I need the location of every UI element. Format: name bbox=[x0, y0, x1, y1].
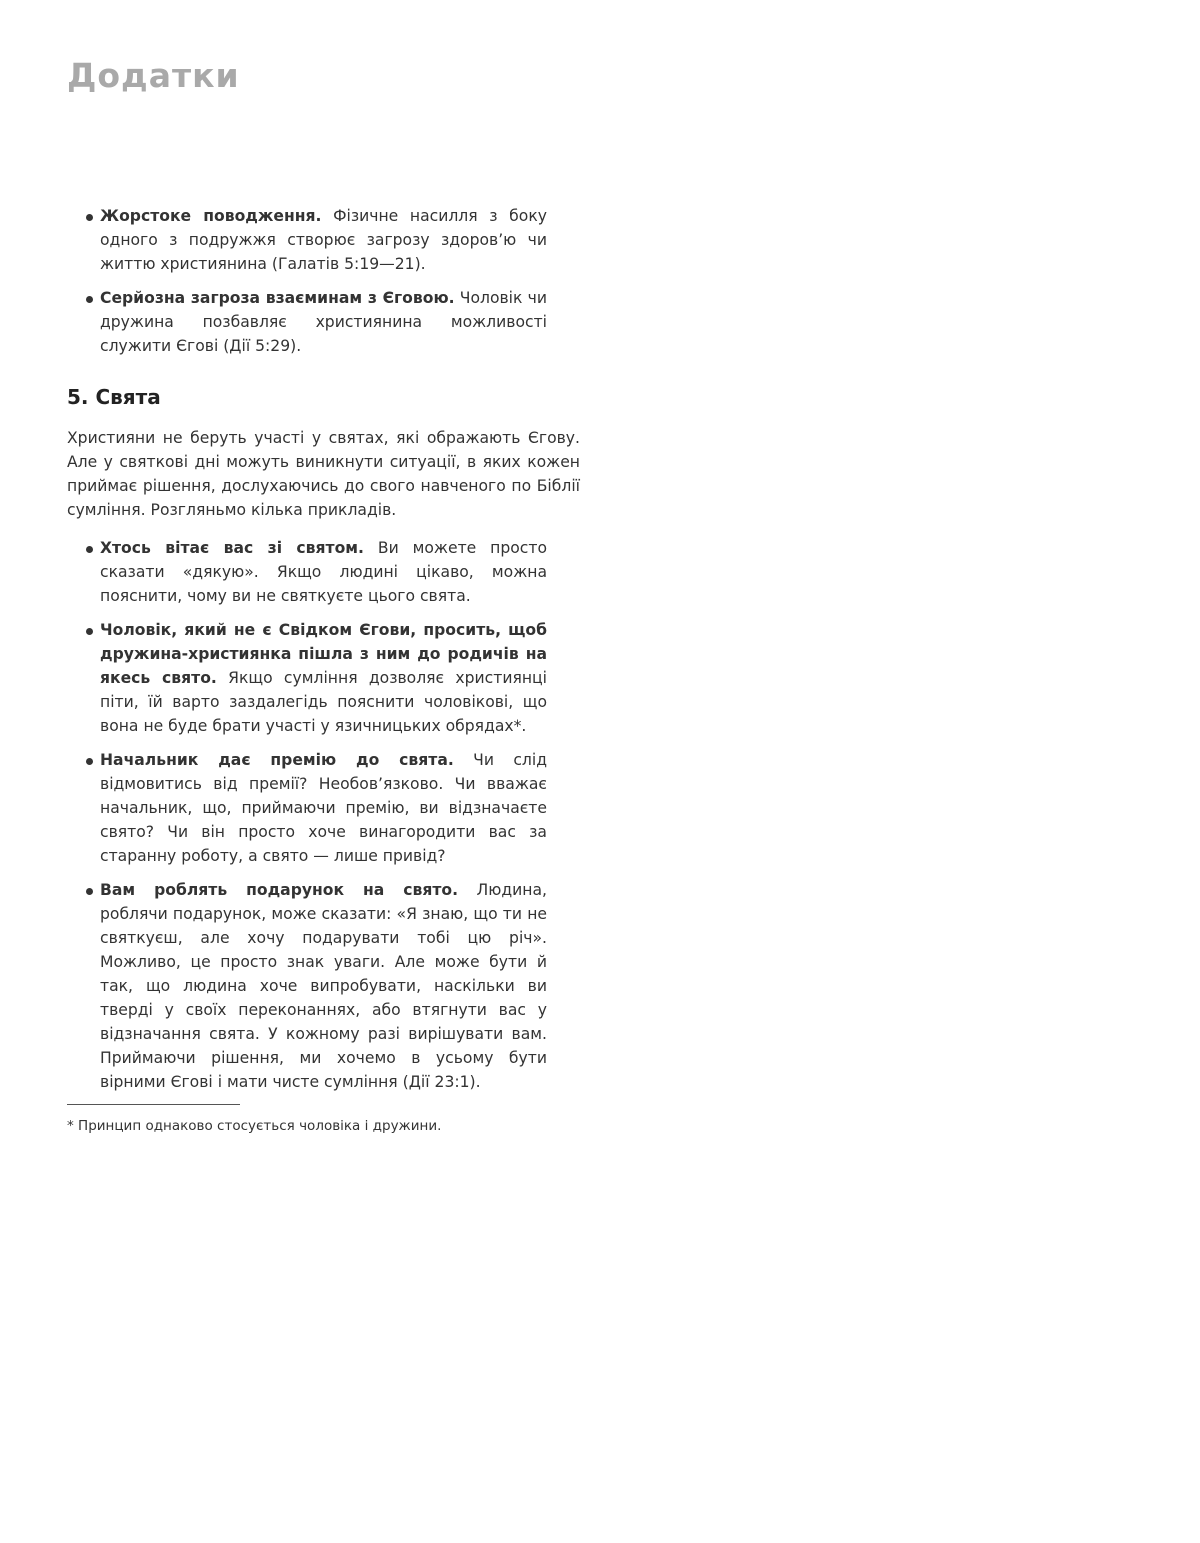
list-item bbox=[67, 286, 547, 358]
item-text: Якщо сумління дозволяє християнці піти, їй варто заздалегідь пояснити чоловікові, що вона не буде брати участі у язичницьких обрядах*. bbox=[100, 669, 547, 735]
footnote-divider bbox=[67, 1104, 240, 1105]
section-heading: 5. Свята bbox=[67, 385, 161, 409]
item-text: Фізичне насилля з боку одного з подружжя створює загрозу здоров’ю чи життю християнина (Галатів 5:19—21). bbox=[100, 207, 547, 273]
item-bold: Начальник дає премію до свята. bbox=[100, 751, 454, 769]
bullet-icon bbox=[86, 296, 93, 303]
item-text: Людина, роблячи подарунок, може сказати: «Я знаю, що ти не святкуєш, але хочу подарувати тобі цю річ». Можливо, це просто знак уваги. Але може бути й так, що людина хоче випробувати, наскільки ви тверді у своїх переконаннях, або втягнути вас у відзначання свята. У кожному разі вирішувати вам. Приймаючи рішення, ми хочемо в усьому бути вірними Єгові і мати чисте сумління (Дії 23:1). bbox=[100, 881, 547, 1091]
bullet-icon bbox=[86, 546, 93, 553]
item-bold: Серйозна загроза взаєминам з Єговою. bbox=[100, 289, 455, 307]
bullet-icon bbox=[86, 758, 93, 765]
item-bold: Хтось вітає вас зі святом. bbox=[100, 539, 364, 557]
list-item bbox=[67, 536, 547, 608]
bullet-list-top bbox=[67, 204, 580, 358]
bullet-icon bbox=[86, 628, 93, 635]
item-bold: Жорстоке поводження. bbox=[100, 207, 322, 225]
footnote: * Принцип однаково стосується чоловіка і дружини. bbox=[67, 1118, 442, 1134]
list-item bbox=[67, 748, 547, 868]
item-bold: Чоловік, який не є Свідком Єгови, просить, щоб дружина-християнка пішла з ним до родичів на якесь свято. bbox=[100, 621, 547, 687]
item-text: Ви можете просто сказати «дякую». Якщо людині цікаво, можна пояснити, чому ви не святкуєте цього свята. bbox=[100, 539, 547, 605]
main-column bbox=[67, 204, 580, 1104]
list-item bbox=[67, 204, 547, 276]
list-item bbox=[67, 878, 547, 1094]
item-bold: Вам роблять подарунок на свято. bbox=[100, 881, 459, 899]
item-text: Чи слід відмовитись від премії? Необов’язково. Чи вважає начальник, що, приймаючи премію, ви відзначаєте свято? Чи він просто хоче винагородити вас за старанну роботу, а свято — лише привід? bbox=[100, 751, 547, 865]
item-text: Чоловік чи дружина позбавляє християнина можливості служити Єгові (Дії 5:29). bbox=[100, 289, 547, 355]
list-item bbox=[67, 618, 547, 738]
bullet-icon bbox=[86, 214, 93, 221]
bullet-icon bbox=[86, 888, 93, 895]
page-title: Додатки bbox=[67, 56, 240, 95]
section-intro: Християни не беруть участі у святах, які ображають Єгову. Але у святкові дні можуть виникнути ситуації, в яких кожен приймає рішення, дослухаючись до свого навченого по Біблії сумління. Розгляньмо кілька прикладів. bbox=[67, 429, 580, 519]
bullet-list-holidays bbox=[67, 536, 580, 1094]
